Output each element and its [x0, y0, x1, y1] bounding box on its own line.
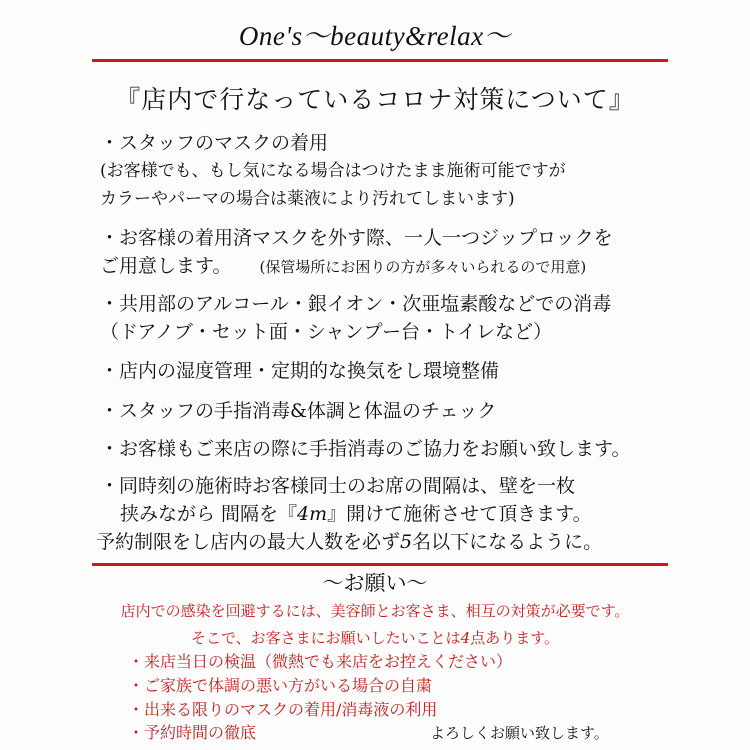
request-intro: 店内での感染を回避するには、美容師とお客さま、相互の対策が必要です。	[120, 602, 630, 620]
measure-line: ・店内の湿度管理・定期的な換気をし環境整備	[100, 360, 500, 382]
brand-title: One's〜beauty&relax〜	[238, 21, 512, 51]
measure-line: カラーやパーマの場合は薬液により汚れてしまいます)	[100, 189, 515, 209]
measure-line: （ドアノブ・セット面・シャンプー台・トイレなど）	[100, 321, 553, 343]
measure-line	[100, 500, 602, 528]
measure-line: (お客様でも、もし気になる場合はつけたまま施術可能ですが	[100, 161, 566, 181]
request-count: 4	[460, 629, 471, 647]
measure-item-ventilation	[100, 357, 499, 385]
measure-capacity-value: 5	[400, 531, 413, 553]
measure-item-ziploc	[100, 224, 613, 281]
request-item: ・ご家族で体調の悪い方がいる場合の自粛	[128, 676, 433, 695]
measure-line	[96, 528, 602, 556]
closing-text: よろしくお願い致します。	[430, 724, 609, 742]
measure-item-customer-disinfect	[100, 435, 630, 463]
measure-line	[100, 252, 613, 281]
measure-item-disinfect	[100, 290, 611, 346]
measure-line: ・共用部のアルコール・銀イオン・次亜塩素酸などでの消毒	[100, 293, 612, 315]
request-lead-text: 点あります。	[470, 629, 560, 647]
top-divider	[92, 59, 668, 62]
measure-line: ・スタッフのマスクの着用	[100, 132, 329, 154]
measure-item-distancing	[96, 472, 603, 556]
request-lead-text: そこで、お客さまにお願いしたいことは	[190, 629, 461, 647]
headline: 『店内で行なっているコロナ対策について』	[115, 85, 635, 114]
measure-text: 挟みながら 間隔を『	[120, 503, 298, 525]
measure-text: 予約制限をし店内の最大人数を必ず	[96, 531, 401, 553]
measure-line: ・同時刻の施術時お客様同士のお席の間隔は、壁を一枚	[100, 475, 576, 497]
measure-note: (保管場所にお困りの方が多々いられるので用意)	[259, 258, 587, 276]
measure-line-main: ご用意します。	[100, 255, 232, 277]
request-item: ・出来る限りのマスクの着用/消毒液の利用	[128, 700, 438, 719]
measure-text: 名以下になるように。	[412, 531, 603, 553]
request-lead	[0, 627, 750, 648]
measure-line: ・スタッフの手指消毒&体調と体温のチェック	[100, 400, 497, 422]
request-item: ・予約時間の徹底	[128, 723, 257, 742]
measure-item-staff-check	[100, 397, 496, 425]
middle-divider	[92, 563, 668, 566]
measure-text: 』開けて施術させて頂きます。	[327, 503, 592, 525]
measure-line: ・お客様の着用済マスクを外す際、一人一つジップロックを	[100, 227, 613, 249]
request-item: ・来店当日の検温（微熱でも来店をお控えください）	[128, 652, 513, 671]
measure-item-mask	[100, 129, 566, 213]
measure-line: ・お客様もご来店の際に手指消毒のご協力をお願い致します。	[100, 438, 631, 460]
measure-distance-value: 4m	[297, 503, 328, 525]
request-title: 〜お願い〜	[322, 571, 428, 595]
